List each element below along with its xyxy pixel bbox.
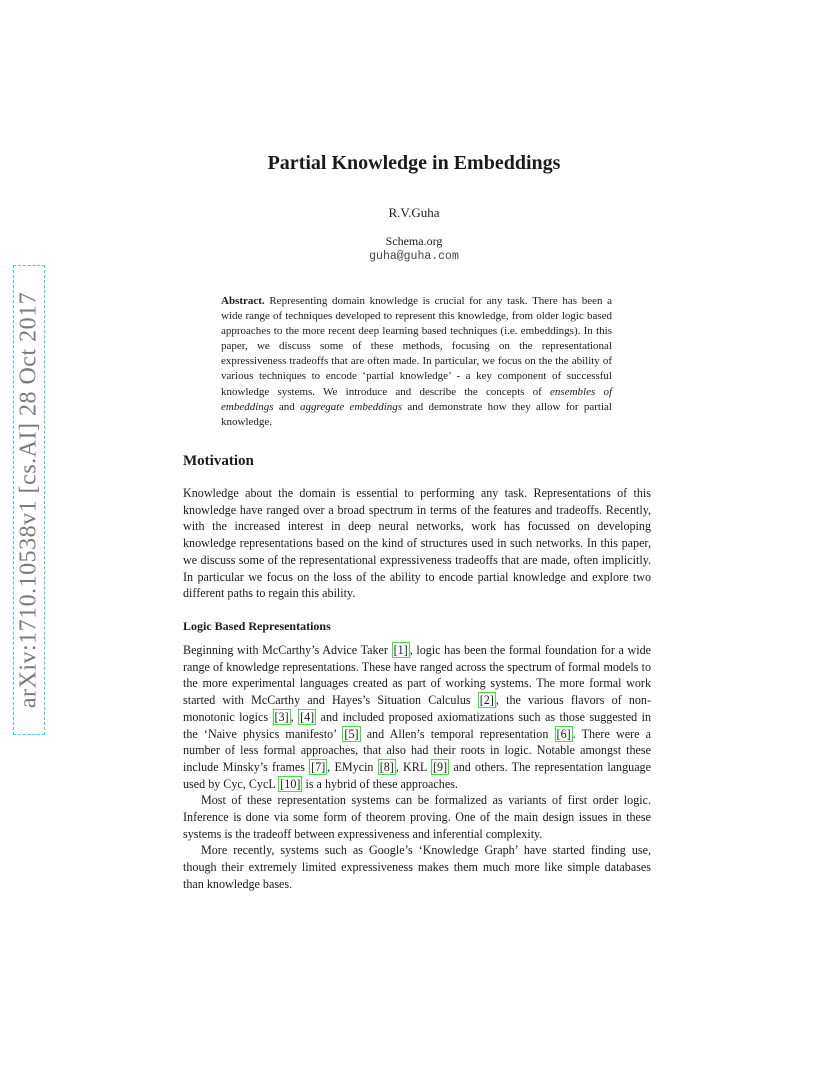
text-run: , EMycin <box>327 759 378 774</box>
text-run: and included proposed axiomatizations such as those suggested in the ‘Naive physics manifesto’ <box>183 709 651 741</box>
text-run: , logic has been the formal foundation for a wide range of knowledge representations. These have ranged across the spectrum of formal models to the more experimental languages created as part of working systems. The more formal work started with McCarthy and Hayes’s Situation Calculus <box>183 643 651 708</box>
citation-link[interactable]: [9] <box>433 759 448 774</box>
logic-paragraph-1 <box>183 642 651 792</box>
paper-title: Partial Knowledge in Embeddings <box>267 152 561 174</box>
abstract <box>221 294 612 430</box>
logic-paragraph-3: More recently, systems such as Google’s ‘Knowledge Graph’ have started finding use, though their extremely limited expressiveness makes them much more like simple databases than knowledge bases. <box>183 843 651 891</box>
citation-link[interactable]: [4] <box>300 709 315 724</box>
text-run: is a hybrid of these approaches. <box>302 776 458 791</box>
citation-link[interactable]: [2] <box>479 693 494 708</box>
arxiv-identifier-stamp <box>13 265 45 735</box>
arxiv-identifier: arXiv:1710.10538v1 [cs.AI] 28 Oct 2017 <box>15 291 42 709</box>
section-heading-motivation: Motivation <box>183 453 254 469</box>
abstract-label: Abstract. <box>221 295 265 307</box>
text-run: , KRL <box>395 759 432 774</box>
citation-link[interactable]: [7] <box>311 759 326 774</box>
citation-link[interactable]: [5] <box>344 726 359 741</box>
subsection-heading-logic: Logic Based Representations <box>183 619 331 633</box>
logic-section-body <box>183 642 651 893</box>
citation-link[interactable]: [1] <box>393 643 408 657</box>
text-run: . There were a number of less formal approaches, that also had their roots in logic. Notable amongst these include Minsky’s frames <box>183 726 651 774</box>
text-run: and others. The representation language used by Cyc, CycL <box>183 759 651 791</box>
text-run: , the various flavors of non-monotonic logics <box>183 693 652 724</box>
abstract-text-1: Representing domain knowledge is crucial for any task. There has been a wide range of techniques developed to represent this knowledge, from older logic based approaches to the more recent deep learning based techniques (i.e. embeddings). In this paper, we discuss some of these methods, focusing on the representational expressiveness tradeoffs that are often made. In particular, we focus on the the ability of various techniques to encode ‘partial knowledge’ - a key component of successful knowledge systems. We introduce and describe the concepts of <box>221 295 612 398</box>
citation-link[interactable]: [8] <box>379 759 394 774</box>
abstract-text-2: and <box>273 400 301 413</box>
text-run: , <box>290 709 299 724</box>
author-name: R.V.Guha <box>388 205 440 220</box>
citation-link[interactable]: [3] <box>274 709 289 724</box>
abstract-emphasis-1: ensembles of embeddings <box>221 385 612 413</box>
citation-link[interactable]: [6] <box>556 726 571 741</box>
text-run: and Allen’s temporal representation <box>360 726 555 741</box>
text-run: Beginning with McCarthy’s Advice Taker <box>183 643 392 657</box>
abstract-emphasis-2: aggregate embeddings <box>300 400 403 413</box>
motivation-paragraph: Knowledge about the domain is essential to performing any task. Representations of this knowledge have ranged over a broad spectrum in terms of the features and tradeoffs. Recently, with the increased interest in deep neural networks, work has focussed on developing knowledge representations based on the kind of structures used in such networks. In this paper, we discuss some of the representational expressiveness tradeoffs that are made, often implicitly. In particular we focus on the loss of the ability to encode partial knowledge and explore two different paths to regain this ability. <box>183 486 651 601</box>
author-email: guha@guha.com <box>369 250 459 263</box>
citation-link[interactable]: [10] <box>280 776 301 791</box>
logic-paragraph-2: Most of these representation systems can be formalized as variants of first order logic. Inference is done via some form of theorem proving. One of the main design issues in these systems is the tradeoff between expressiveness and inferential complexity. <box>183 793 651 841</box>
author-affiliation: Schema.org <box>385 234 443 248</box>
abstract-text-3: and demonstrate how they allow for partial knowledge. <box>221 400 612 428</box>
